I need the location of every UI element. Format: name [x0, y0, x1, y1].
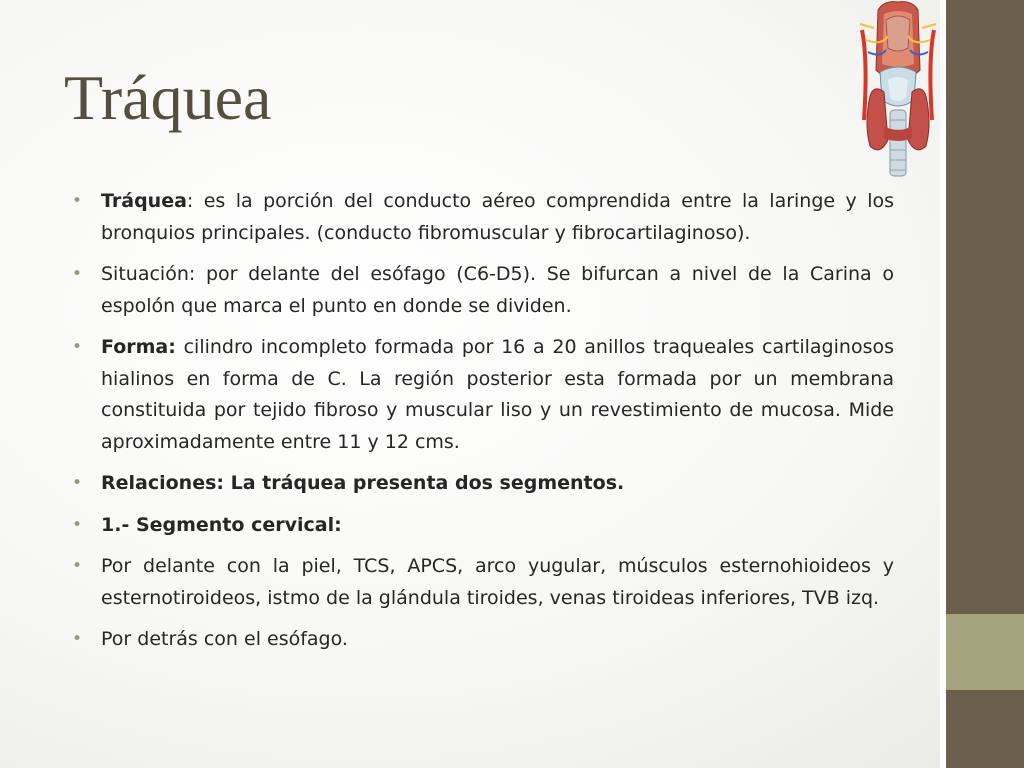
bullet-icon: •: [72, 556, 83, 576]
bullet-text: Por detrás con el esófago.: [101, 628, 348, 650]
bullet-lead: 1.- Segmento cervical:: [101, 513, 342, 536]
bullet-item: [72, 510, 894, 542]
bullet-lead: Tráquea: [101, 190, 187, 212]
bullet-item: [72, 551, 894, 614]
trachea-anatomy-illustration: [854, 0, 940, 184]
bullet-item: [72, 624, 894, 656]
bullet-icon: •: [72, 629, 83, 649]
bullet-list: [72, 186, 894, 666]
bullet-text: Situación: por delante del esófago (C6-D5). Se bifurcan a nivel de la Carina o espolón que marca el punto en donde se dividen.: [101, 263, 894, 317]
bullet-text: Por delante con la piel, TCS, APCS, arco yugular, músculos esternohioideos y esternotiroideos, istmo de la glándula tiroides, venas tiroideas inferiores, TVB izq.: [101, 555, 894, 609]
decorative-sidebar-accent: [946, 614, 1024, 690]
bullet-text: : es la porción del conducto aéreo comprendida entre la laringe y los bronquios principales. (conducto fibromuscular y fibrocartilaginoso).: [101, 190, 894, 244]
bullet-item: [72, 332, 894, 458]
bullet-icon: •: [72, 264, 83, 284]
bullet-icon: •: [72, 473, 83, 493]
slide-title: Tráquea: [64, 62, 272, 133]
bullet-item: [72, 468, 894, 500]
bullet-lead: Forma:: [101, 336, 176, 358]
bullet-item: [72, 186, 894, 249]
bullet-item: [72, 259, 894, 322]
bullet-icon: •: [72, 337, 83, 357]
bullet-icon: •: [72, 514, 83, 535]
bullet-icon: •: [72, 191, 83, 211]
bullet-lead: Relaciones: La tráquea presenta dos segmentos.: [101, 472, 625, 494]
bullet-text: cilindro incompleto formada por 16 a 20 anillos traqueales cartilaginosos hialinos en forma de C. La región posterior esta formada por un membrana constituida por tejido fibroso y muscular liso y un revestimiento de mucosa. Mide aproximadamente entre 11 y 12 cms.: [101, 336, 894, 453]
